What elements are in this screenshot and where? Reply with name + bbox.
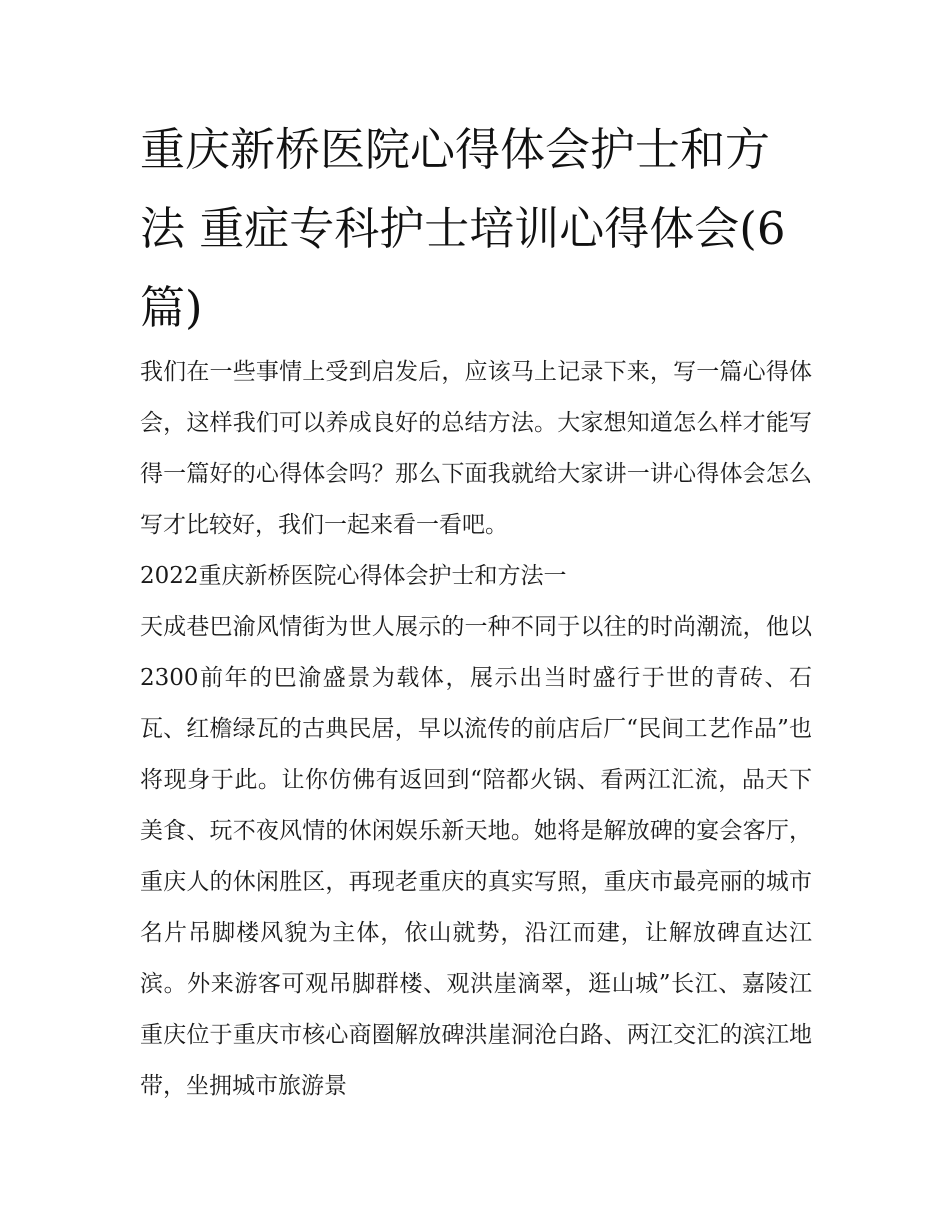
intro-paragraph: 我们在一些事情上受到启发后，应该马上记录下来，写一篇心得体会，这样我们可以养成良好的总结方法。大家想知道怎么样才能写得一篇好的心得体会吗？那么下面我就给大家讲一讲心得体会怎么写才比较好，我们一起来看一看吧。	[140, 359, 812, 538]
section-heading: 2022重庆新桥医院心得体会护士和方法一	[140, 563, 567, 589]
document-page	[140, 110, 812, 1112]
document-title: 重庆新桥医院心得体会护士和方法 重症专科护士培训心得体会(6篇)	[140, 123, 786, 334]
body-paragraph: 天成巷巴渝风情街为世人展示的一种不同于以往的时尚潮流，他以2300前年的巴渝盛景为载体，展示出当时盛行于世的青砖、石瓦、红檐绿瓦的古典民居，早以流传的前店后厂“民间工艺作品”也将现身于此。让你仿佛有返回到“陪都火锅、看两江汇流，品天下美食、玩不夜风情的休闲娱乐新天地。她将是解放碑的宴会客厅，重庆人的休闲胜区，再现老重庆的真实写照，重庆市最亮丽的城市名片吊脚楼风貌为主体，依山就势，沿江而建，让解放碑直达江滨。外来游客可观吊脚群楼、观洪崖滴翠，逛山城”长江、嘉陵江重庆位于重庆市核心商圈解放碑洪崖洞沧白路、两江交汇的滨江地带，坐拥城市旅游景	[140, 614, 812, 1099]
